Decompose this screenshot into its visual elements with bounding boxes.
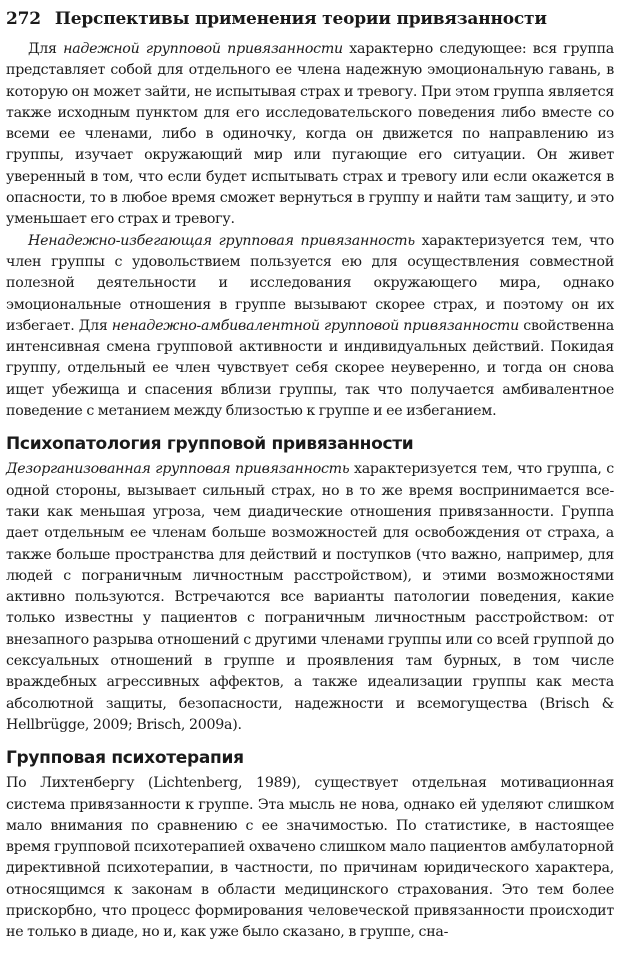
text-span: характеризуется тем, что группа, с одной стороны, вызывает сильный страх, но в то же время воспринимается все-таки как меньшая угроза, чем диадические отношения привязанности. Группа дает отдельным ее членам больше возможностей для освобождения от страха, а также больше пространства для действий и поступков (что важно, например, для людей с пограничным личностным расстройством), и этими возможностями активно пользуются. Встречаются все варианты патологии поведения, какие только известны у пациентов с пограничным личностным расстройством: от внезапного разрыва отношений с другими членами группы или со всей группой до сексуальных отношений в группе и проявления там бурных, в том числе враждебных агрессивных аффектов, а также идеализации группы как места абсолютной защиты, безопасности, надежности и всемогущества (Brisch & Hellbrügge, 2009; Brisch, 2009a). — [6, 461, 614, 733]
page-number: 272 — [6, 9, 41, 29]
italic-term: Ненадежно-избегающая групповая привязанность — [28, 232, 415, 249]
italic-term: надежной групповой привязанности — [63, 41, 343, 57]
text-span: свойственна интенсивная смена групповой активности и индивидуальных действий. Покидая группу, отдельный ее член чувствует себя скорее неуверенно, и тогда он снова ищет убежища и спасения вблизи группы, так что получается амбивалентное поведение с метанием между близостью к группе и ее избеганием. — [6, 317, 614, 420]
section-heading-group-psychotherapy: Групповая психотерапия — [6, 748, 244, 769]
running-header — [6, 8, 614, 30]
text-span: характерно следующее: вся группа представляет собой для отдельного ее члена надежную эмоциональную гавань, в которую он может зайти, не испытывая страх и тревогу. При этом группа является также исходным пунктом для его исследовательского поведения либо вместе со всеми ее членами, либо в одиночку, когда он движется по направлению из группы, изучает окружающий мир или пугающие его ситуации. Он живет уверенный в том, что если будет испытывать страх и тревогу или если окажется в опасности, то в любое время сможет вернуться в группу и найти там защиту, и это уменьшает его страх и тревогу. — [6, 41, 614, 228]
text-span: характеризуется тем, что член группы с удовольствием пользуется ею для осуществления совместной полезной деятельности и исследования окружающего мира, однако эмоциональные отношения в группе вызывают скорее страх, и поэтому он их избегает. Для — [6, 232, 614, 334]
italic-term: ненадежно-амбивалентной групповой привязанности — [111, 317, 519, 334]
paragraph-disorganized-attachment — [6, 459, 614, 736]
section-heading-psychopathology: Психопатология групповой привязанности — [6, 434, 414, 455]
running-title: Перспективы применения теории привязанности — [54, 9, 547, 29]
paragraph-lichtenberg — [6, 773, 614, 943]
italic-term: Дезорганизованная групповая привязанность — [6, 461, 350, 478]
text-span: Для — [28, 41, 64, 57]
paragraph-secure-attachment — [6, 39, 614, 231]
text-span: По Лихтенбергу (Lichtenberg, 1989), существует отдельная мотивационная система привязанности к группе. Эта мысль не нова, однако ей уделяют слишком мало внимания по сравнению с ее значимостью. По статистике, в настоящее время групповой психотерапией охвачено слишком мало пациентов амбулаторной директивной психотерапии, в частности, по причинам юридического характера, относящимся к законам в области медицинского страхования. Это тем более прискорбно, что процесс формирования человеческой привязанности происходит не только в диаде, но и, как уже было сказано, в группе, сна- — [6, 775, 614, 941]
paragraph-avoidant-ambivalent — [6, 231, 614, 423]
